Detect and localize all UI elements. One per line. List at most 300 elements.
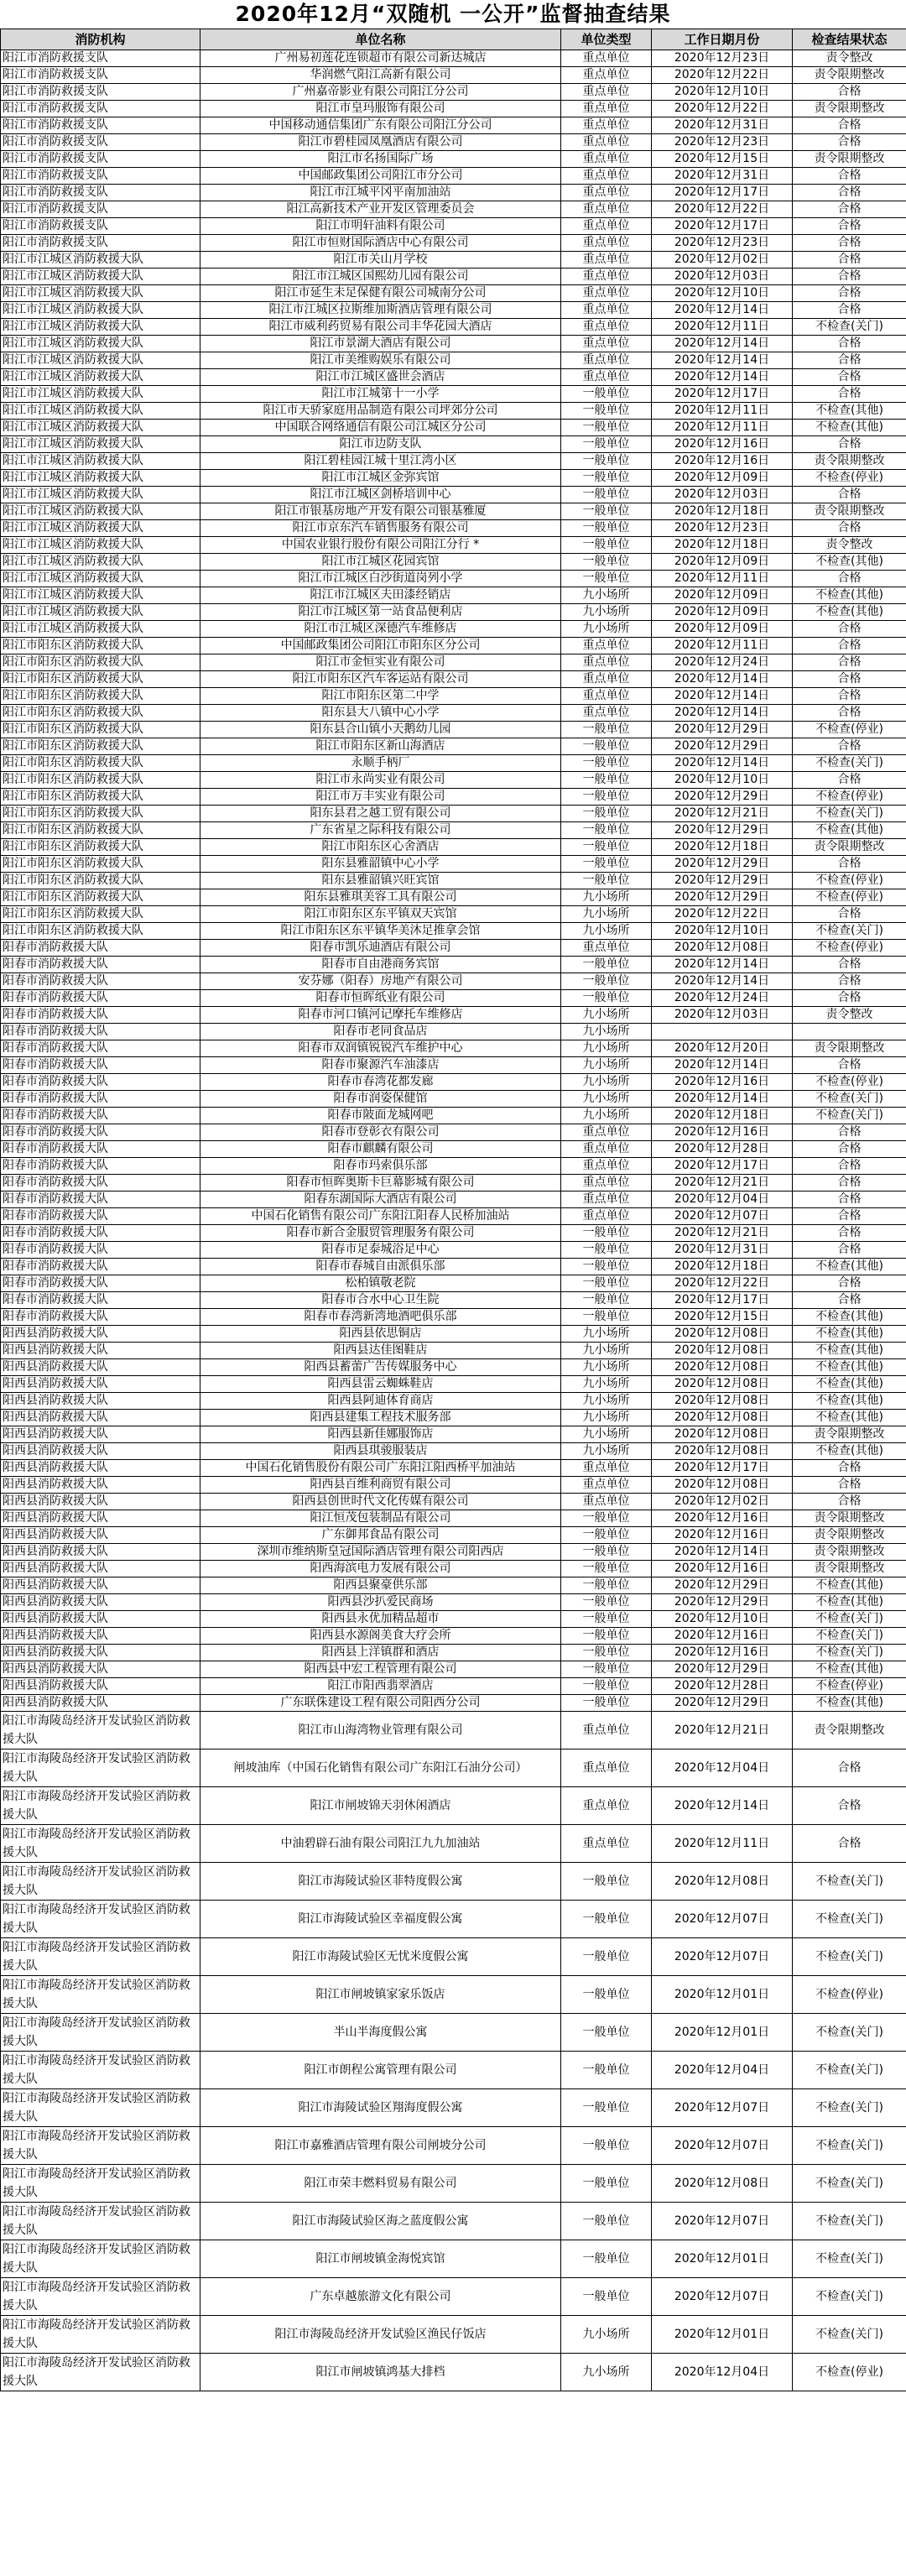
fire-agency-cell: 阳江市阳东区消防救援大队 <box>1 856 200 873</box>
fire-agency-cell: 阳春市消防救援大队 <box>1 1259 200 1275</box>
work-date-cell: 2020年12月14日 <box>652 1544 793 1561</box>
header-unit-type: 单位类型 <box>561 29 652 50</box>
unit-type-cell: 重点单位 <box>561 117 652 134</box>
work-date-cell: 2020年12月23日 <box>652 134 793 151</box>
table-row <box>1 789 906 806</box>
unit-type-cell: 九小场所 <box>561 1091 652 1108</box>
fire-agency-cell: 阳江市江城区消防救援大队 <box>1 336 200 352</box>
result-status-cell: 不检查(其他) <box>793 1695 906 1712</box>
result-status-cell: 责令限期整改 <box>793 453 906 470</box>
unit-type-cell: 九小场所 <box>561 1410 652 1426</box>
fire-agency-cell: 阳江市阳东区消防救援大队 <box>1 839 200 856</box>
work-date-cell: 2020年12月14日 <box>652 352 793 369</box>
unit-type-cell: 九小场所 <box>561 1024 652 1040</box>
table-row <box>1 218 906 235</box>
work-date-cell: 2020年12月14日 <box>652 336 793 352</box>
unit-type-cell: 一般单位 <box>561 1645 652 1661</box>
fire-agency-cell: 阳江市江城区消防救援大队 <box>1 252 200 269</box>
table-row <box>1 705 906 722</box>
table-row <box>1 1343 906 1359</box>
unit-type-cell: 一般单位 <box>561 2127 652 2165</box>
unit-type-cell: 一般单位 <box>561 839 652 856</box>
unit-name-cell: 阳西县永优加精品超市 <box>200 1611 561 1628</box>
result-status-cell: 不检查(停业) <box>793 1074 906 1091</box>
unit-type-cell: 九小场所 <box>561 906 652 923</box>
unit-name-cell: 阳春市陂面龙城网吧 <box>200 1108 561 1124</box>
work-date-cell: 2020年12月23日 <box>652 235 793 252</box>
table-row <box>1 319 906 336</box>
work-date-cell: 2020年12月31日 <box>652 117 793 134</box>
result-status-cell: 责令整改 <box>793 537 906 554</box>
fire-agency-cell: 阳春市消防救援大队 <box>1 1074 200 1091</box>
unit-name-cell: 阳西县沙扒爱民商场 <box>200 1594 561 1611</box>
result-status-cell: 责令限期整改 <box>793 839 906 856</box>
unit-name-cell: 阳江市江城区第一站食品便利店 <box>200 604 561 621</box>
fire-agency-cell: 阳江市江城区消防救援大队 <box>1 403 200 420</box>
work-date-cell: 2020年12月14日 <box>652 688 793 705</box>
table-row <box>1 50 906 67</box>
fire-agency-cell: 阳西县消防救援大队 <box>1 1544 200 1561</box>
work-date-cell: 2020年12月02日 <box>652 1494 793 1510</box>
result-status-cell: 合格 <box>793 84 906 101</box>
table-row <box>1 1712 906 1749</box>
fire-agency-cell: 阳江市阳东区消防救援大队 <box>1 688 200 705</box>
unit-name-cell: 阳江市海陵岛经济开发试验区渔民仔饭店 <box>200 2316 561 2354</box>
unit-name-cell: 阳江市银基房地产开发有限公司银基雅厦 <box>200 503 561 520</box>
page-title: 2020年12月“双随机 一公开”监督抽查结果 <box>235 2 671 26</box>
fire-agency-cell: 阳江市海陵岛经济开发试验区消防救援大队 <box>1 1938 200 1976</box>
fire-agency-cell: 阳春市消防救援大队 <box>1 1024 200 1040</box>
unit-type-cell: 重点单位 <box>561 185 652 201</box>
result-status-cell: 合格 <box>793 856 906 873</box>
unit-name-cell: 阳春市春湾花都发廊 <box>200 1074 561 1091</box>
result-status-cell: 不检查(关门) <box>793 2165 906 2203</box>
unit-name-cell: 阳江市闸坡锦天羽休闲酒店 <box>200 1787 561 1825</box>
work-date-cell: 2020年12月01日 <box>652 2316 793 2354</box>
table-row <box>1 621 906 638</box>
unit-name-cell: 阳西县琪骏服装店 <box>200 1443 561 1460</box>
fire-agency-cell: 阳江市阳东区消防救援大队 <box>1 738 200 755</box>
table-row <box>1 1225 906 1242</box>
result-status-cell: 责令限期整改 <box>793 101 906 117</box>
fire-agency-cell: 阳江市江城区消防救援大队 <box>1 537 200 554</box>
unit-name-cell: 阳西县水源阁美食大疗会所 <box>200 1628 561 1645</box>
table-row <box>1 822 906 839</box>
fire-agency-cell: 阳江市海陵岛经济开发试验区消防救援大队 <box>1 1749 200 1787</box>
fire-agency-cell: 阳春市消防救援大队 <box>1 1208 200 1225</box>
table-row <box>1 1695 906 1712</box>
result-status-cell: 合格 <box>793 134 906 151</box>
work-date-cell <box>652 1024 793 1040</box>
table-row <box>1 1275 906 1292</box>
table-row <box>1 201 906 218</box>
table-row <box>1 1074 906 1091</box>
fire-agency-cell: 阳江市海陵岛经济开发试验区消防救援大队 <box>1 2316 200 2354</box>
table-row <box>1 1901 906 1938</box>
result-status-cell: 责令整改 <box>793 1007 906 1024</box>
unit-type-cell: 一般单位 <box>561 1242 652 1259</box>
result-status-cell: 合格 <box>793 1208 906 1225</box>
fire-agency-cell: 阳江市阳东区消防救援大队 <box>1 906 200 923</box>
fire-agency-cell: 阳春市消防救援大队 <box>1 1192 200 1208</box>
table-row <box>1 151 906 168</box>
table-row <box>1 806 906 822</box>
result-status-cell: 合格 <box>793 621 906 638</box>
table-row <box>1 604 906 621</box>
work-date-cell: 2020年12月17日 <box>652 1292 793 1309</box>
table-row <box>1 1326 906 1343</box>
unit-name-cell: 阳江市嘉雅酒店管理有限公司闸坡分公司 <box>200 2127 561 2165</box>
unit-name-cell: 阳春市老同食品店 <box>200 1024 561 1040</box>
work-date-cell: 2020年12月14日 <box>652 369 793 386</box>
fire-agency-cell: 阳江市江城区消防救援大队 <box>1 386 200 403</box>
unit-name-cell: 安芬娜（阳春）房地产有限公司 <box>200 973 561 990</box>
table-row <box>1 185 906 201</box>
unit-type-cell: 九小场所 <box>561 2316 652 2354</box>
work-date-cell: 2020年12月14日 <box>652 1057 793 1074</box>
result-status-cell: 合格 <box>793 1494 906 1510</box>
unit-name-cell: 阳江市威利药贸易有限公司丰华花园大酒店 <box>200 319 561 336</box>
unit-name-cell: 阳江市江城区深德汽车维修店 <box>200 621 561 638</box>
fire-agency-cell: 阳江市江城区消防救援大队 <box>1 621 200 638</box>
result-status-cell: 合格 <box>793 705 906 722</box>
fire-agency-cell: 阳西县消防救援大队 <box>1 1477 200 1494</box>
result-status-cell: 不检查(其他) <box>793 1594 906 1611</box>
result-status-cell: 合格 <box>793 168 906 185</box>
fire-agency-cell: 阳西县消防救援大队 <box>1 1510 200 1527</box>
work-date-cell: 2020年12月04日 <box>652 1749 793 1787</box>
unit-type-cell: 一般单位 <box>561 990 652 1007</box>
unit-type-cell: 一般单位 <box>561 487 652 503</box>
result-status-cell: 合格 <box>793 1275 906 1292</box>
unit-name-cell: 阳春市恒晖奥斯卡巨幕影城有限公司 <box>200 1175 561 1192</box>
unit-type-cell: 一般单位 <box>561 2278 652 2316</box>
result-status-cell: 不检查(停业) <box>793 722 906 738</box>
work-date-cell: 2020年12月22日 <box>652 67 793 84</box>
work-date-cell: 2020年12月11日 <box>652 319 793 336</box>
result-status-cell: 合格 <box>793 1292 906 1309</box>
work-date-cell: 2020年12月17日 <box>652 218 793 235</box>
fire-agency-cell: 阳江市江城区消防救援大队 <box>1 587 200 604</box>
fire-agency-cell: 阳西县消防救援大队 <box>1 1376 200 1393</box>
result-status-cell: 不检查(其他) <box>793 1259 906 1275</box>
fire-agency-cell: 阳西县消防救援大队 <box>1 1326 200 1343</box>
result-status-cell: 不检查(其他) <box>793 1661 906 1678</box>
result-status-cell: 合格 <box>793 252 906 269</box>
table-row <box>1 1477 906 1494</box>
result-status-cell: 不检查(关门) <box>793 1628 906 1645</box>
result-status-cell: 责令限期整改 <box>793 1040 906 1057</box>
table-row <box>1 1544 906 1561</box>
work-date-cell: 2020年12月21日 <box>652 1175 793 1192</box>
unit-type-cell: 重点单位 <box>561 1124 652 1141</box>
fire-agency-cell: 阳江市江城区消防救援大队 <box>1 520 200 537</box>
result-status-cell: 合格 <box>793 1242 906 1259</box>
work-date-cell: 2020年12月16日 <box>652 1510 793 1527</box>
work-date-cell: 2020年12月09日 <box>652 470 793 487</box>
work-date-cell: 2020年12月08日 <box>652 1359 793 1376</box>
fire-agency-cell: 阳春市消防救援大队 <box>1 1108 200 1124</box>
fire-agency-cell: 阳江市海陵岛经济开发试验区消防救援大队 <box>1 1976 200 2014</box>
unit-name-cell: 阳江市永尚实业有限公司 <box>200 772 561 789</box>
unit-name-cell: 阳江市京东汽车销售服务有限公司 <box>200 520 561 537</box>
unit-name-cell: 阳江市江城区金弥宾馆 <box>200 470 561 487</box>
unit-type-cell: 一般单位 <box>561 1938 652 1976</box>
result-status-cell: 不检查(停业) <box>793 789 906 806</box>
work-date-cell: 2020年12月21日 <box>652 1712 793 1749</box>
table-body <box>1 50 906 2391</box>
result-status-cell: 合格 <box>793 738 906 755</box>
unit-name-cell: 阳春市新合金服贸管理服务有限公司 <box>200 1225 561 1242</box>
result-status-cell: 不检查(停业) <box>793 889 906 906</box>
unit-name-cell: 阳江碧桂园江城十里江湾小区 <box>200 453 561 470</box>
unit-type-cell: 一般单位 <box>561 520 652 537</box>
fire-agency-cell: 阳春市消防救援大队 <box>1 990 200 1007</box>
unit-name-cell: 阳江市天骄家庭用品制造有限公司坪郊分公司 <box>200 403 561 420</box>
table-row <box>1 537 906 554</box>
unit-type-cell: 九小场所 <box>561 1443 652 1460</box>
unit-name-cell: 阳西县百维利商贸有限公司 <box>200 1477 561 1494</box>
fire-agency-cell: 阳江市江城区消防救援大队 <box>1 503 200 520</box>
table-row <box>1 1863 906 1901</box>
work-date-cell: 2020年12月16日 <box>652 1561 793 1577</box>
fire-agency-cell: 阳春市消防救援大队 <box>1 1057 200 1074</box>
unit-type-cell: 重点单位 <box>561 151 652 168</box>
table-row <box>1 873 906 889</box>
fire-agency-cell: 阳西县消防救援大队 <box>1 1695 200 1712</box>
fire-agency-cell: 阳江市江城区消防救援大队 <box>1 319 200 336</box>
unit-name-cell: 阳江市明轩油料有限公司 <box>200 218 561 235</box>
unit-type-cell: 重点单位 <box>561 1749 652 1787</box>
unit-type-cell: 九小场所 <box>561 1108 652 1124</box>
result-status-cell: 不检查(关门) <box>793 923 906 940</box>
fire-agency-cell: 阳江市阳东区消防救援大队 <box>1 671 200 688</box>
fire-agency-cell: 阳西县消防救援大队 <box>1 1611 200 1628</box>
unit-name-cell: 阳江市荣丰燃料贸易有限公司 <box>200 2165 561 2203</box>
table-row <box>1 1749 906 1787</box>
table-row <box>1 1577 906 1594</box>
unit-type-cell: 重点单位 <box>561 352 652 369</box>
unit-type-cell: 重点单位 <box>561 101 652 117</box>
unit-name-cell: 中国石化销售股份有限公司广东阳江阳西桥平加油站 <box>200 1460 561 1477</box>
result-status-cell: 合格 <box>793 1787 906 1825</box>
table-row <box>1 84 906 101</box>
table-row <box>1 2165 906 2203</box>
unit-name-cell: 阳春市春湾新湾地酒吧俱乐部 <box>200 1309 561 1326</box>
unit-name-cell: 阳江市恒财国际酒店中心有限公司 <box>200 235 561 252</box>
table-row <box>1 369 906 386</box>
table-row <box>1 302 906 319</box>
unit-type-cell: 一般单位 <box>561 2203 652 2240</box>
fire-agency-cell: 阳江市阳东区消防救援大队 <box>1 705 200 722</box>
fire-agency-cell: 阳江市阳东区消防救援大队 <box>1 772 200 789</box>
fire-agency-cell: 阳江市海陵岛经济开发试验区消防救援大队 <box>1 2127 200 2165</box>
unit-name-cell: 阳东县君之越工贸有限公司 <box>200 806 561 822</box>
unit-type-cell: 九小场所 <box>561 1376 652 1393</box>
result-status-cell: 合格 <box>793 1477 906 1494</box>
result-status-cell: 不检查(关门) <box>793 755 906 772</box>
result-status-cell: 合格 <box>793 185 906 201</box>
unit-name-cell: 中国邮政集团公司阳江市阳东区分公司 <box>200 638 561 654</box>
work-date-cell: 2020年12月28日 <box>652 1141 793 1158</box>
fire-agency-cell: 阳江市消防救援支队 <box>1 84 200 101</box>
fire-agency-cell: 阳江市江城区消防救援大队 <box>1 302 200 319</box>
unit-type-cell: 重点单位 <box>561 369 652 386</box>
header-result-status: 检查结果状态 <box>793 29 906 50</box>
result-status-cell: 合格 <box>793 386 906 403</box>
unit-type-cell: 一般单位 <box>561 1292 652 1309</box>
fire-agency-cell: 阳西县消防救援大队 <box>1 1678 200 1695</box>
unit-name-cell: 广东卓越旅游文化有限公司 <box>200 2278 561 2316</box>
work-date-cell: 2020年12月08日 <box>652 1863 793 1901</box>
work-date-cell: 2020年12月07日 <box>652 1208 793 1225</box>
result-status-cell: 不检查(关门) <box>793 2089 906 2127</box>
unit-type-cell: 九小场所 <box>561 1326 652 1343</box>
work-date-cell: 2020年12月08日 <box>652 1410 793 1426</box>
fire-agency-cell: 阳西县消防救援大队 <box>1 1359 200 1376</box>
unit-name-cell: 阳江市海陵试验区海之蓝度假公寓 <box>200 2203 561 2240</box>
result-status-cell: 合格 <box>793 1141 906 1158</box>
unit-type-cell: 重点单位 <box>561 1825 652 1863</box>
fire-agency-cell: 阳江市消防救援支队 <box>1 168 200 185</box>
table-row <box>1 1259 906 1275</box>
unit-type-cell: 一般单位 <box>561 537 652 554</box>
table-row <box>1 1124 906 1141</box>
work-date-cell: 2020年12月01日 <box>652 2240 793 2278</box>
table-row <box>1 1460 906 1477</box>
work-date-cell: 2020年12月14日 <box>652 671 793 688</box>
unit-name-cell: 中国移动通信集团广东有限公司阳江分公司 <box>200 117 561 134</box>
unit-name-cell: 阳西县创世时代文化传媒有限公司 <box>200 1494 561 1510</box>
unit-name-cell: 阳江市江城平冈平南加油站 <box>200 185 561 201</box>
work-date-cell: 2020年12月11日 <box>652 571 793 587</box>
work-date-cell: 2020年12月08日 <box>652 1326 793 1343</box>
unit-name-cell: 阳江市碧桂园凤凰酒店有限公司 <box>200 134 561 151</box>
unit-name-cell: 深圳市维纳斯皇冠国际酒店管理有限公司阳西店 <box>200 1544 561 1561</box>
inspection-results-table <box>0 29 906 2391</box>
fire-agency-cell: 阳江市江城区消防救援大队 <box>1 604 200 621</box>
unit-type-cell: 九小场所 <box>561 1040 652 1057</box>
fire-agency-cell: 阳江市海陵岛经济开发试验区消防救援大队 <box>1 1825 200 1863</box>
result-status-cell: 合格 <box>793 671 906 688</box>
work-date-cell: 2020年12月08日 <box>652 1343 793 1359</box>
fire-agency-cell: 阳西县消防救援大队 <box>1 1343 200 1359</box>
fire-agency-cell: 阳江市海陵岛经济开发试验区消防救援大队 <box>1 2165 200 2203</box>
unit-type-cell: 一般单位 <box>561 420 652 436</box>
result-status-cell: 不检查(关门) <box>793 2127 906 2165</box>
fire-agency-cell: 阳江市阳东区消防救援大队 <box>1 638 200 654</box>
result-status-cell: 不检查(其他) <box>793 403 906 420</box>
unit-type-cell: 重点单位 <box>561 688 652 705</box>
unit-name-cell: 阳江市边防支队 <box>200 436 561 453</box>
result-status-cell: 不检查(其他) <box>793 1309 906 1326</box>
fire-agency-cell: 阳江市江城区消防救援大队 <box>1 470 200 487</box>
unit-type-cell: 重点单位 <box>561 705 652 722</box>
unit-name-cell: 广东联侏建设工程有限公司阳西分公司 <box>200 1695 561 1712</box>
fire-agency-cell: 阳春市消防救援大队 <box>1 1242 200 1259</box>
result-status-cell: 责令整改 <box>793 50 906 67</box>
unit-type-cell: 九小场所 <box>561 1393 652 1410</box>
fire-agency-cell: 阳江市阳东区消防救援大队 <box>1 755 200 772</box>
table-row <box>1 571 906 587</box>
table-row <box>1 1108 906 1124</box>
unit-name-cell: 阳江高新技术产业开发区管理委员会 <box>200 201 561 218</box>
unit-name-cell: 阳江市阳东区汽车客运站有限公司 <box>200 671 561 688</box>
table-row <box>1 1426 906 1443</box>
fire-agency-cell: 阳江市江城区消防救援大队 <box>1 420 200 436</box>
table-row <box>1 2089 906 2127</box>
fire-agency-cell: 阳江市消防救援支队 <box>1 134 200 151</box>
table-row <box>1 889 906 906</box>
table-row <box>1 839 906 856</box>
work-date-cell: 2020年12月11日 <box>652 403 793 420</box>
result-status-cell: 合格 <box>793 906 906 923</box>
table-row <box>1 1938 906 1976</box>
work-date-cell: 2020年12月16日 <box>652 436 793 453</box>
table-row <box>1 269 906 285</box>
result-status-cell: 合格 <box>793 688 906 705</box>
unit-name-cell: 阳江市皇玛服饰有限公司 <box>200 101 561 117</box>
result-status-cell: 合格 <box>793 1175 906 1192</box>
unit-type-cell: 九小场所 <box>561 1426 652 1443</box>
result-status-cell <box>793 1024 906 1040</box>
unit-name-cell: 阳西县新佳娜服饰店 <box>200 1426 561 1443</box>
work-date-cell: 2020年12月16日 <box>652 1527 793 1544</box>
fire-agency-cell: 阳江市海陵岛经济开发试验区消防救援大队 <box>1 2089 200 2127</box>
result-status-cell: 不检查(其他) <box>793 1410 906 1426</box>
work-date-cell: 2020年12月09日 <box>652 587 793 604</box>
result-status-cell: 不检查(关门) <box>793 1611 906 1628</box>
unit-name-cell: 阳春市双润镇锐锐汽车维护中心 <box>200 1040 561 1057</box>
work-date-cell: 2020年12月29日 <box>652 1695 793 1712</box>
result-status-cell: 不检查(其他) <box>793 1326 906 1343</box>
table-row <box>1 168 906 185</box>
unit-name-cell: 阳江市阳东区东平镇华美沐足推拿会馆 <box>200 923 561 940</box>
work-date-cell: 2020年12月18日 <box>652 503 793 520</box>
unit-type-cell: 一般单位 <box>561 1561 652 1577</box>
table-row <box>1 1024 906 1040</box>
result-status-cell: 责令限期整改 <box>793 1712 906 1749</box>
table-row <box>1 1594 906 1611</box>
table-row <box>1 235 906 252</box>
unit-type-cell: 重点单位 <box>561 285 652 302</box>
unit-name-cell: 阳江市朗程公寓管理有限公司 <box>200 2052 561 2089</box>
result-status-cell: 合格 <box>793 1158 906 1175</box>
unit-name-cell: 阳西县中宏工程管理有限公司 <box>200 1661 561 1678</box>
table-row <box>1 1611 906 1628</box>
result-status-cell: 合格 <box>793 117 906 134</box>
table-row <box>1 487 906 503</box>
table-row <box>1 1376 906 1393</box>
table-row <box>1 520 906 537</box>
work-date-cell: 2020年12月17日 <box>652 1158 793 1175</box>
unit-name-cell: 阳江市江城区盛世会酒店 <box>200 369 561 386</box>
table-row <box>1 1091 906 1108</box>
work-date-cell: 2020年12月08日 <box>652 2165 793 2203</box>
unit-type-cell: 九小场所 <box>561 2354 652 2391</box>
unit-type-cell: 一般单位 <box>561 1901 652 1938</box>
work-date-cell: 2020年12月07日 <box>652 1938 793 1976</box>
work-date-cell: 2020年12月16日 <box>652 1628 793 1645</box>
unit-type-cell: 重点单位 <box>561 940 652 957</box>
work-date-cell: 2020年12月01日 <box>652 2014 793 2052</box>
unit-name-cell: 闸坡油库（中国石化销售有限公司广东阳江石油分公司） <box>200 1749 561 1787</box>
fire-agency-cell: 阳春市消防救援大队 <box>1 1158 200 1175</box>
unit-name-cell: 阳江恒茂包装制品有限公司 <box>200 1510 561 1527</box>
fire-agency-cell: 阳春市消防救援大队 <box>1 1091 200 1108</box>
result-status-cell: 合格 <box>793 973 906 990</box>
unit-type-cell: 一般单位 <box>561 1577 652 1594</box>
